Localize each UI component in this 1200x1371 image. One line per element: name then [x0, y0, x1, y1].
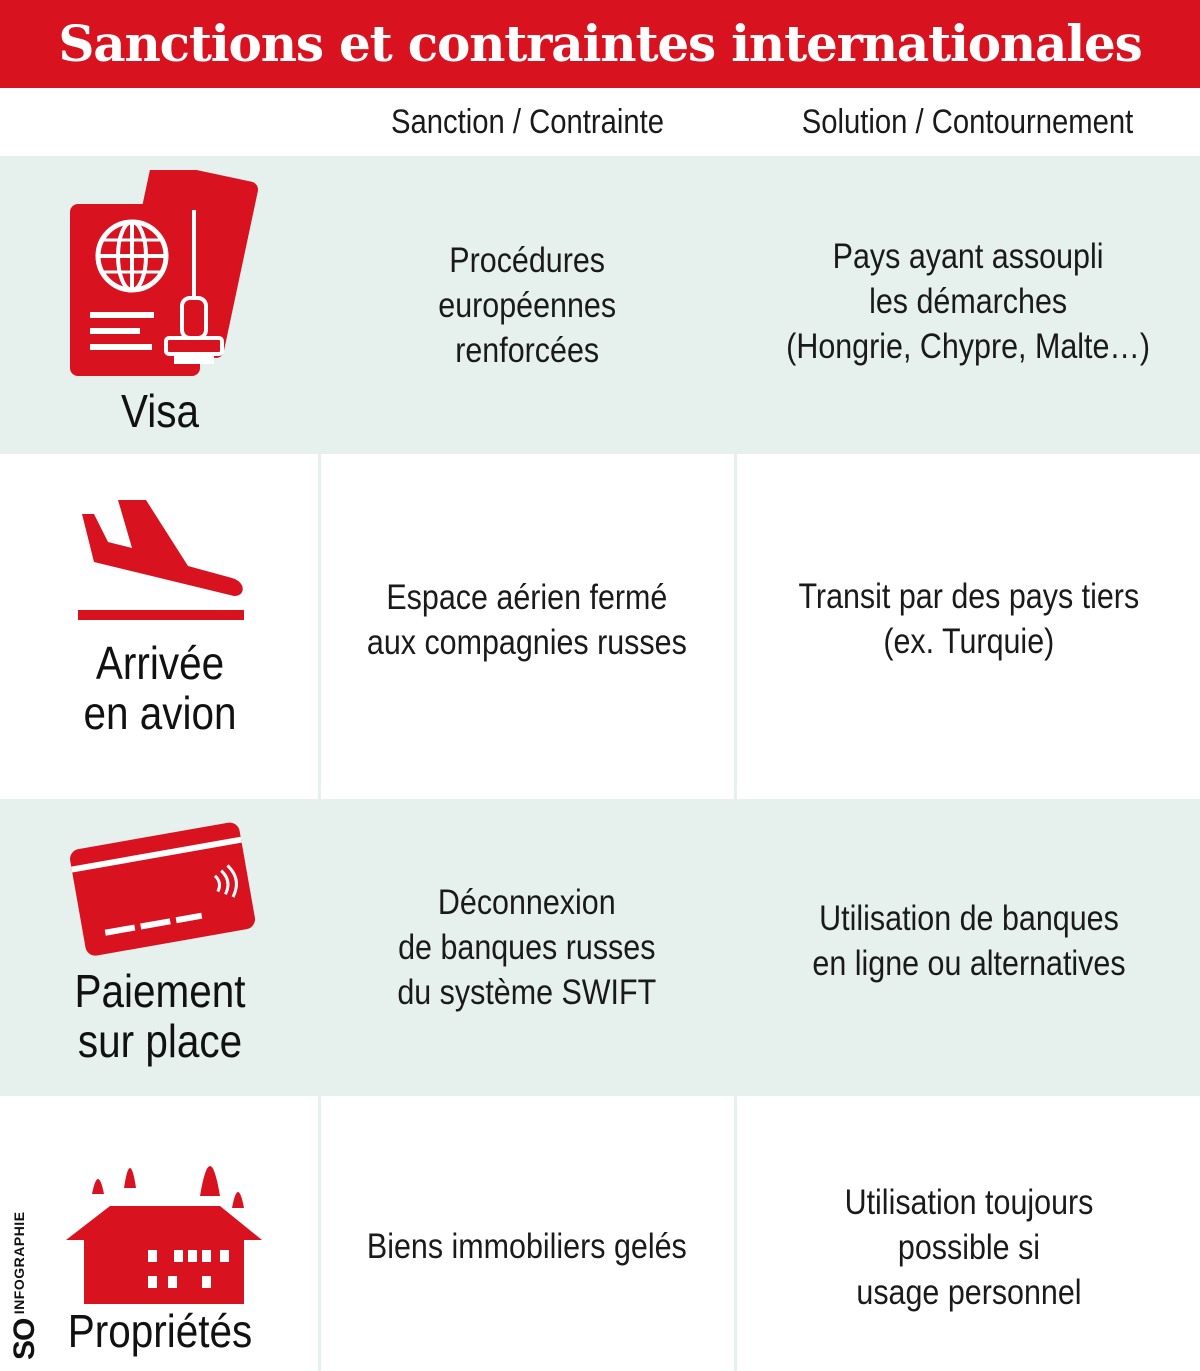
- title-bar: [0, 0, 1200, 88]
- credit-logo-so: SO: [8, 1318, 41, 1360]
- house-icon: [62, 1136, 267, 1306]
- row-label-visa: Visa: [120, 385, 200, 437]
- row-icon-cell: [0, 799, 318, 1096]
- column-headers: [0, 88, 1200, 156]
- sanction-cell: Déconnexion de banques russes du système SWIFT: [397, 883, 657, 1012]
- table-row-visa: [0, 156, 1200, 454]
- credit-text: INFOGRAPHIE: [11, 1211, 27, 1315]
- row-label-arrivee: Arrivée en avion: [83, 637, 237, 739]
- passport-icon: [68, 170, 258, 380]
- solution-cell: Transit par des pays tiers (ex. Turquie): [798, 576, 1139, 661]
- solution-cell: Utilisation de banques en ligne ou alternatives: [811, 898, 1126, 983]
- credit-card-icon: [68, 811, 258, 961]
- column-divider: [318, 156, 321, 1371]
- sanction-cell: Espace aérien fermé aux compagnies russes: [367, 577, 687, 662]
- column-header-sanction: Sanction / Contrainte: [390, 102, 665, 141]
- row-label-paiement: Paiement sur place: [74, 965, 246, 1067]
- row-icon-cell: [0, 454, 318, 799]
- page-title: Sanctions et contraintes internationales: [58, 14, 1142, 73]
- airplane-landing-icon: [74, 496, 249, 626]
- table-row-proprietes: [0, 1096, 1200, 1371]
- column-divider: [734, 156, 737, 1371]
- row-label-proprietes: Propriétés: [67, 1305, 253, 1357]
- sanction-cell: Biens immobiliers gelés: [367, 1227, 687, 1266]
- row-icon-cell: [0, 1096, 318, 1371]
- sanction-cell: Procédures européennes renforcées: [438, 240, 616, 370]
- table-row-paiement: [0, 799, 1200, 1096]
- credit-logo: [8, 1190, 42, 1360]
- column-header-solution: Solution / Contournement: [801, 102, 1134, 141]
- solution-cell: Pays ayant assoupli les démarches (Hongrie, Chypre, Malte…): [786, 236, 1151, 366]
- table-row-arrivee: [0, 454, 1200, 799]
- solution-cell: Utilisation toujours possible si usage personnel: [844, 1183, 1093, 1312]
- row-icon-cell: [0, 156, 318, 454]
